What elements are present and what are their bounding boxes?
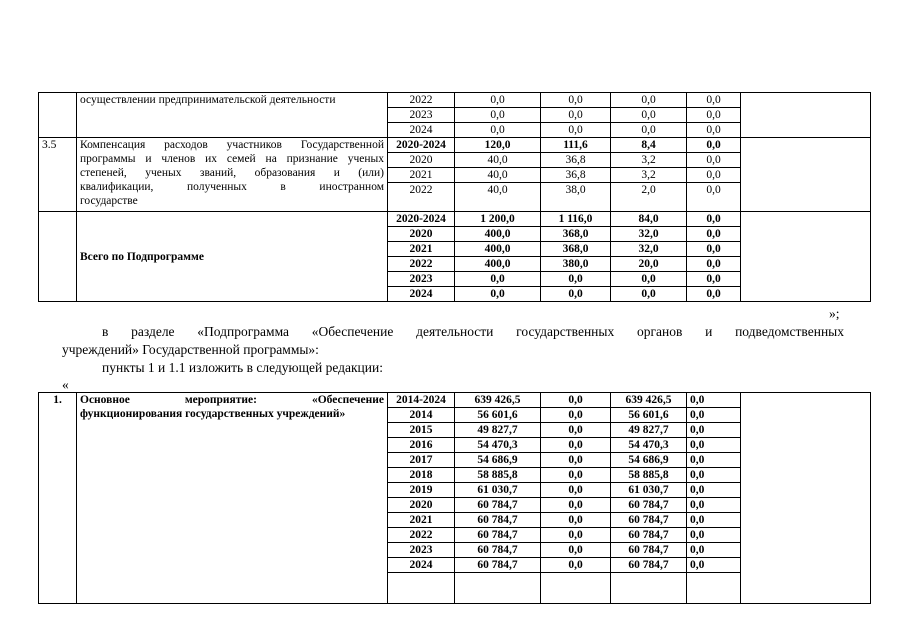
total-cell: 40,0 bbox=[455, 153, 541, 168]
value-cell: 0,0 bbox=[687, 423, 741, 438]
total-cell: 0,0 bbox=[455, 287, 541, 302]
value-cell: 3,2 bbox=[611, 168, 687, 183]
total-cell: 61 030,7 bbox=[455, 483, 541, 498]
total-cell: 400,0 bbox=[455, 242, 541, 257]
value-cell: 0,0 bbox=[687, 168, 741, 183]
value-cell: 38,0 bbox=[541, 183, 611, 212]
value-cell: 0,0 bbox=[687, 123, 741, 138]
value-cell: 0,0 bbox=[687, 138, 741, 153]
value-cell: 0,0 bbox=[687, 408, 741, 423]
main-activity-table bbox=[38, 392, 871, 604]
amendment-paragraph-line2: учреждений» Государственной программы»: bbox=[62, 342, 319, 357]
value-cell: 3,2 bbox=[611, 153, 687, 168]
value-cell: 0,0 bbox=[541, 408, 611, 423]
description-line: степеней, ученых званий, образования и (или) bbox=[80, 167, 384, 179]
value-cell: 368,0 bbox=[541, 242, 611, 257]
row-description: осуществлении предпринимательской деятельности bbox=[77, 93, 388, 138]
value-cell: 49 827,7 bbox=[611, 423, 687, 438]
value-cell: 0,0 bbox=[687, 212, 741, 227]
row-number-cell: 1. bbox=[39, 393, 77, 604]
year-cell: 2018 bbox=[388, 468, 455, 483]
value-cell: 368,0 bbox=[541, 227, 611, 242]
value-cell: 0,0 bbox=[541, 393, 611, 408]
value-cell bbox=[611, 573, 687, 604]
value-cell: 0,0 bbox=[541, 108, 611, 123]
value-cell: 0,0 bbox=[687, 393, 741, 408]
year-cell: 2024 bbox=[388, 558, 455, 573]
value-cell: 60 784,7 bbox=[611, 528, 687, 543]
notes-cell bbox=[741, 393, 871, 604]
value-cell: 0,0 bbox=[687, 438, 741, 453]
value-cell: 0,0 bbox=[611, 272, 687, 287]
activity-description bbox=[77, 393, 388, 604]
closing-quote: »; bbox=[829, 306, 840, 321]
notes-cell bbox=[741, 212, 871, 302]
value-cell: 32,0 bbox=[611, 227, 687, 242]
value-cell: 0,0 bbox=[687, 272, 741, 287]
amendment-instruction: пункты 1 и 1.1 изложить в следующей редакции: bbox=[102, 360, 383, 375]
row-number-cell bbox=[39, 93, 77, 138]
total-cell: 1 200,0 bbox=[455, 212, 541, 227]
total-cell: 400,0 bbox=[455, 227, 541, 242]
value-cell: 0,0 bbox=[687, 108, 741, 123]
value-cell: 0,0 bbox=[541, 93, 611, 108]
total-cell: 60 784,7 bbox=[455, 543, 541, 558]
value-cell: 639 426,5 bbox=[611, 393, 687, 408]
total-cell: 0,0 bbox=[455, 272, 541, 287]
total-cell: 40,0 bbox=[455, 168, 541, 183]
value-cell: 0,0 bbox=[541, 483, 611, 498]
value-cell: 0,0 bbox=[687, 528, 741, 543]
value-cell: 0,0 bbox=[611, 287, 687, 302]
value-cell: 20,0 bbox=[611, 257, 687, 272]
description-line: квалификации, полученных в иностранном bbox=[80, 181, 384, 193]
subprogram-total-label: Всего по Подпрограмме bbox=[77, 212, 388, 302]
value-cell: 54 470,3 bbox=[611, 438, 687, 453]
description-line: Компенсация расходов участников Государственной bbox=[80, 139, 384, 151]
amendment-paragraph-line1: в разделе «Подпрограмма «Обеспечение деятельности государственных органов и подведомственных bbox=[102, 324, 844, 339]
value-cell: 0,0 bbox=[687, 242, 741, 257]
notes-cell bbox=[741, 93, 871, 138]
value-cell: 0,0 bbox=[541, 272, 611, 287]
value-cell: 0,0 bbox=[687, 543, 741, 558]
total-cell: 0,0 bbox=[455, 93, 541, 108]
year-cell: 2021 bbox=[388, 513, 455, 528]
value-cell: 0,0 bbox=[611, 123, 687, 138]
total-cell: 60 784,7 bbox=[455, 558, 541, 573]
total-cell: 120,0 bbox=[455, 138, 541, 153]
value-cell: 0,0 bbox=[687, 257, 741, 272]
notes-cell bbox=[741, 138, 871, 212]
value-cell: 0,0 bbox=[541, 513, 611, 528]
year-cell: 2016 bbox=[388, 438, 455, 453]
value-cell: 380,0 bbox=[541, 257, 611, 272]
value-cell: 0,0 bbox=[541, 287, 611, 302]
value-cell: 58 885,8 bbox=[611, 468, 687, 483]
total-cell: 54 470,3 bbox=[455, 438, 541, 453]
value-cell: 60 784,7 bbox=[611, 498, 687, 513]
year-cell: 2023 bbox=[388, 108, 455, 123]
year-cell: 2023 bbox=[388, 272, 455, 287]
value-cell: 0,0 bbox=[541, 543, 611, 558]
year-cell: 2022 bbox=[388, 93, 455, 108]
year-cell: 2020 bbox=[388, 227, 455, 242]
year-cell: 2022 bbox=[388, 257, 455, 272]
row-number-cell: 3.5 bbox=[39, 138, 77, 212]
value-cell: 0,0 bbox=[687, 287, 741, 302]
year-cell: 2015 bbox=[388, 423, 455, 438]
value-cell bbox=[541, 573, 611, 604]
value-cell: 1 116,0 bbox=[541, 212, 611, 227]
value-cell: 0,0 bbox=[687, 183, 741, 212]
value-cell: 84,0 bbox=[611, 212, 687, 227]
value-cell: 0,0 bbox=[611, 93, 687, 108]
description-line: Основное мероприятие: «Обеспечение bbox=[80, 394, 384, 406]
value-cell: 36,8 bbox=[541, 153, 611, 168]
year-cell: 2024 bbox=[388, 287, 455, 302]
total-cell: 40,0 bbox=[455, 183, 541, 212]
value-cell: 0,0 bbox=[687, 153, 741, 168]
value-cell: 0,0 bbox=[541, 558, 611, 573]
value-cell bbox=[687, 573, 741, 604]
total-cell: 58 885,8 bbox=[455, 468, 541, 483]
value-cell: 32,0 bbox=[611, 242, 687, 257]
year-cell: 2020-2024 bbox=[388, 138, 455, 153]
total-cell: 639 426,5 bbox=[455, 393, 541, 408]
year-cell: 2021 bbox=[388, 242, 455, 257]
value-cell: 0,0 bbox=[687, 227, 741, 242]
value-cell: 0,0 bbox=[687, 483, 741, 498]
description-line: функционирования государственных учреждений» bbox=[80, 408, 346, 420]
year-cell: 2024 bbox=[388, 123, 455, 138]
year-cell: 2022 bbox=[388, 183, 455, 212]
year-cell: 2021 bbox=[388, 168, 455, 183]
total-cell: 0,0 bbox=[455, 108, 541, 123]
year-cell: 2019 bbox=[388, 483, 455, 498]
year-cell: 2020 bbox=[388, 153, 455, 168]
value-cell: 0,0 bbox=[541, 423, 611, 438]
year-cell: 2017 bbox=[388, 453, 455, 468]
value-cell: 0,0 bbox=[541, 498, 611, 513]
total-cell: 0,0 bbox=[455, 123, 541, 138]
row-description bbox=[77, 138, 388, 212]
value-cell: 0,0 bbox=[541, 528, 611, 543]
total-cell: 49 827,7 bbox=[455, 423, 541, 438]
value-cell: 60 784,7 bbox=[611, 513, 687, 528]
value-cell: 0,0 bbox=[541, 468, 611, 483]
value-cell: 61 030,7 bbox=[611, 483, 687, 498]
row-number-cell bbox=[39, 212, 77, 302]
value-cell: 60 784,7 bbox=[611, 543, 687, 558]
value-cell: 0,0 bbox=[687, 468, 741, 483]
value-cell: 0,0 bbox=[687, 93, 741, 108]
value-cell: 8,4 bbox=[611, 138, 687, 153]
value-cell: 56 601,6 bbox=[611, 408, 687, 423]
value-cell: 54 686,9 bbox=[611, 453, 687, 468]
value-cell: 0,0 bbox=[687, 453, 741, 468]
budget-table-continued bbox=[38, 92, 871, 302]
value-cell: 36,8 bbox=[541, 168, 611, 183]
description-line: государстве bbox=[80, 195, 138, 207]
total-cell: 60 784,7 bbox=[455, 498, 541, 513]
total-cell: 56 601,6 bbox=[455, 408, 541, 423]
value-cell: 0,0 bbox=[541, 123, 611, 138]
value-cell: 0,0 bbox=[687, 498, 741, 513]
value-cell: 0,0 bbox=[541, 438, 611, 453]
total-cell bbox=[455, 573, 541, 604]
total-cell: 54 686,9 bbox=[455, 453, 541, 468]
total-cell: 60 784,7 bbox=[455, 513, 541, 528]
total-cell: 400,0 bbox=[455, 257, 541, 272]
value-cell: 0,0 bbox=[687, 558, 741, 573]
year-cell: 2014-2024 bbox=[388, 393, 455, 408]
year-cell: 2020-2024 bbox=[388, 212, 455, 227]
year-cell: 2022 bbox=[388, 528, 455, 543]
value-cell: 0,0 bbox=[541, 453, 611, 468]
value-cell: 60 784,7 bbox=[611, 558, 687, 573]
value-cell: 2,0 bbox=[611, 183, 687, 212]
year-cell: 2023 bbox=[388, 543, 455, 558]
year-cell bbox=[388, 573, 455, 604]
value-cell: 0,0 bbox=[611, 108, 687, 123]
value-cell: 111,6 bbox=[541, 138, 611, 153]
description-line: программы и членов их семей на признание ученых bbox=[80, 153, 384, 165]
value-cell: 0,0 bbox=[687, 513, 741, 528]
year-cell: 2014 bbox=[388, 408, 455, 423]
year-cell: 2020 bbox=[388, 498, 455, 513]
opening-quote: « bbox=[62, 377, 69, 392]
total-cell: 60 784,7 bbox=[455, 528, 541, 543]
